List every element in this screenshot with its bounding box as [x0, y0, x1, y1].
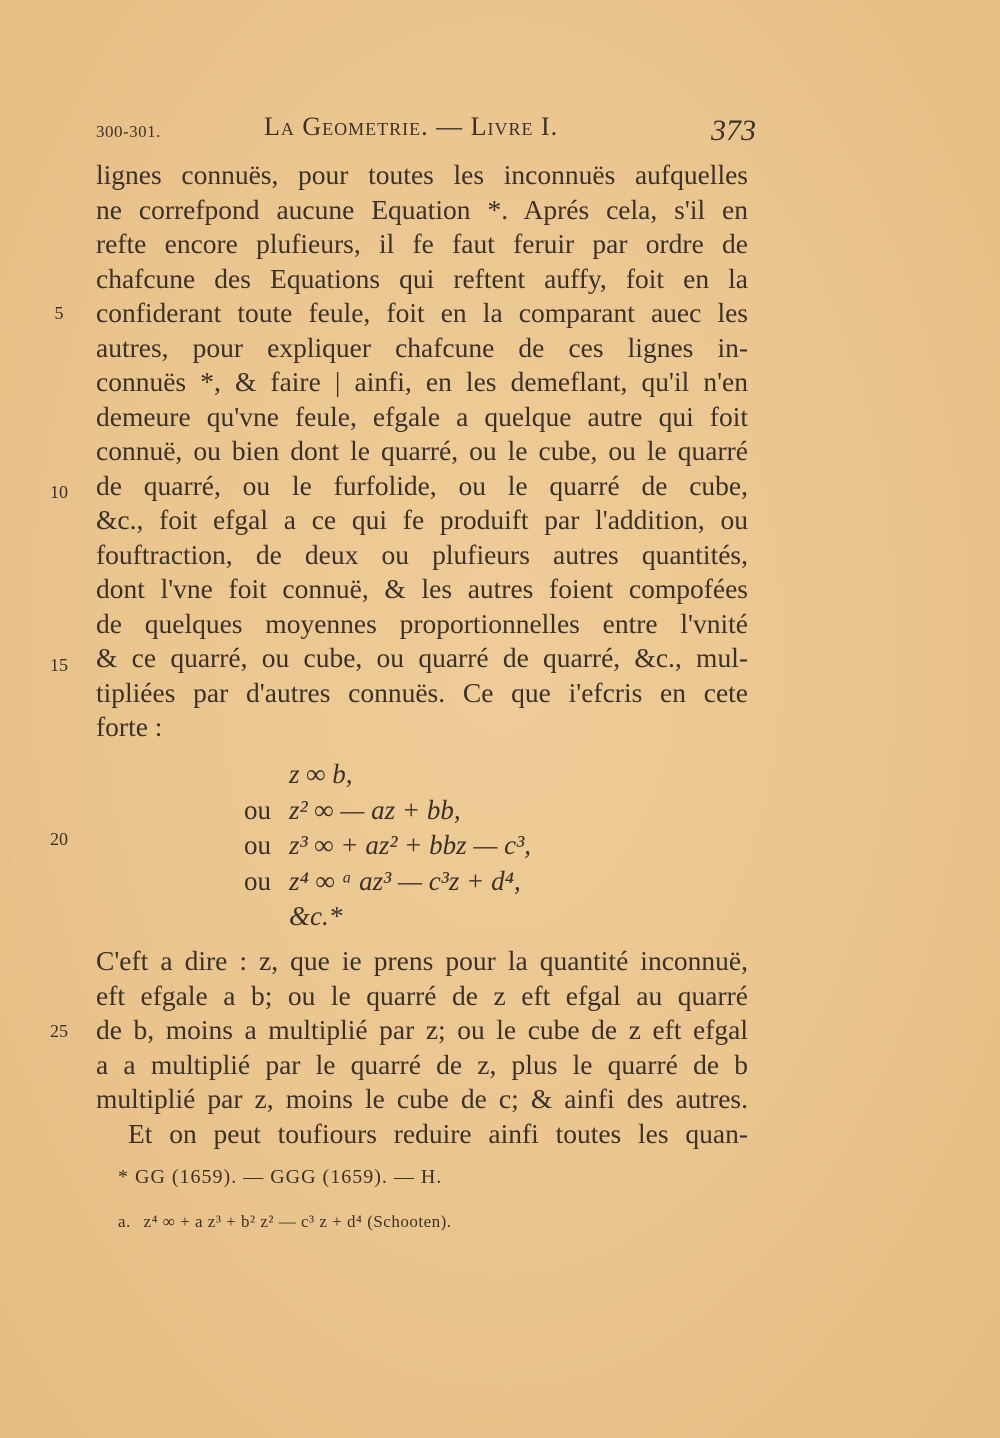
line-number-margin: 15	[50, 655, 68, 675]
equation-block	[244, 757, 564, 935]
equation-expression: z ∞ b,	[289, 759, 353, 789]
text-line: demeure qu'vne feule, efgale a quelque autre qui foit	[96, 400, 748, 432]
text-line: de quarré, ou le furfolide, ou le quarré de cube,	[96, 469, 748, 501]
page-number: 373	[711, 114, 756, 147]
page-range: 300-301.	[96, 122, 161, 141]
text-line: multiplié par z, moins le cube de c; & ainfi des autres.	[96, 1083, 748, 1114]
equation	[244, 793, 564, 829]
running-title: La Geometrie. — Livre I.	[264, 112, 559, 141]
footnote-a	[118, 1212, 452, 1232]
text-line: connuë, ou bien dont le quarré, ou le cube, ou le quarré	[96, 435, 748, 466]
footnote-label: a.	[118, 1212, 131, 1231]
equation-expression: z³ ∞ + az² + bbz — c³,	[289, 830, 531, 860]
equation	[244, 899, 564, 935]
line-number-margin: 25	[50, 1021, 68, 1041]
text-line: & ce quarré, ou cube, ou quarré de quarré, &c., mul-	[96, 642, 748, 673]
text-line: de quelques moyennes proportionnelles entre l'vnité	[96, 607, 748, 639]
text-line: de b, moins a multiplié par z; ou le cube de z eft efgal	[96, 1014, 748, 1045]
main-text-continued	[96, 944, 748, 1151]
line-number-margin: 5	[54, 303, 64, 323]
footnote-text: z⁴ ∞ + a z³ + b² z² — c³ z + d⁴ (Schooten).	[143, 1212, 452, 1231]
equation-prefix: ou	[244, 865, 271, 896]
equation-expression: &c.*	[289, 901, 343, 931]
text-line: refte encore plufieurs, il fe faut feruir par ordre de	[96, 228, 748, 259]
text-line: eft efgale a b; ou le quarré de z eft efgal au quarré	[96, 979, 748, 1011]
equation	[244, 757, 564, 793]
text-line: a a multiplié par le quarré de z, plus le quarré de b	[96, 1048, 748, 1080]
equation-expression: z⁴ ∞ ᵃ az³ — c³z + d⁴,	[289, 865, 521, 896]
equation	[244, 864, 564, 900]
text-line: Et on peut toufiours reduire ainfi toutes les quan-	[128, 1117, 748, 1149]
text-line: forte :	[96, 711, 163, 742]
running-header	[96, 112, 756, 152]
line-number-margin: 20	[50, 829, 68, 849]
text-line: dont l'vne foit connuë, & les autres foient compofées	[96, 573, 748, 604]
text-line: &c., foit efgal a ce qui fe produift par l'addition, ou	[96, 504, 748, 535]
main-text	[96, 158, 748, 745]
text-line: ne correfpond aucune Equation *. Aprés cela, s'il en	[96, 193, 748, 225]
text-line: confiderant toute feule, foit en la comparant auec les	[96, 297, 748, 328]
text-line: autres, pour expliquer chafcune de ces lignes in-	[96, 331, 748, 363]
text-line: C'eft a dire : z, que ie prens pour la quantité inconnuë,	[96, 945, 748, 976]
text-line: tipliées par d'autres connuës. Ce que i'efcris en cete	[96, 676, 748, 708]
equation-prefix: ou	[244, 794, 271, 825]
equation	[244, 828, 564, 864]
equation-prefix: ou	[244, 830, 271, 860]
text-line: chafcune des Equations qui reftent auffy, foit en la	[96, 262, 748, 294]
text-line: fouftraction, de deux ou plufieurs autres quantités,	[96, 538, 748, 570]
footnote-star: * GG (1659). — GGG (1659). — H.	[118, 1166, 443, 1188]
line-number-margin: 10	[50, 482, 68, 502]
equation-expression: z² ∞ — az + bb,	[289, 794, 461, 825]
text-line: lignes connuës, pour toutes les inconnuës aufquelles	[96, 159, 748, 190]
text-line: connuës *, & faire | ainfi, en les demeflant, qu'il n'en	[96, 366, 748, 397]
